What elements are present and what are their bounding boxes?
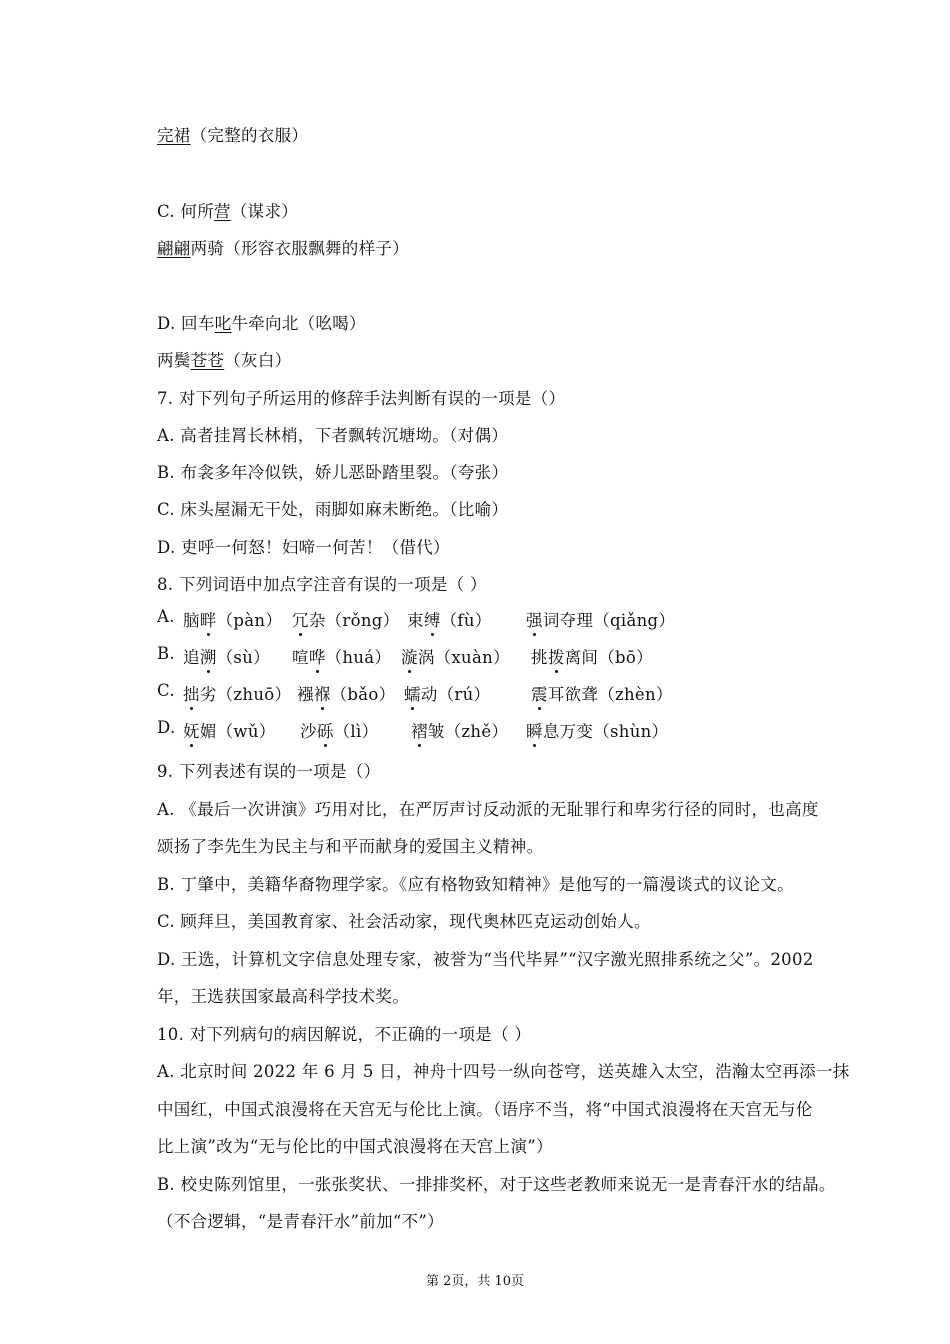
question-7-option-a: A. 高者挂罥长林梢，下者飘转沉塘坳。（对偶）: [157, 426, 509, 445]
gloss: 两骑（形容衣服飘舞的样子）: [190, 239, 410, 258]
gloss: （完整的衣服）: [190, 126, 309, 145]
question-9-option-b: B. 丁肇中，美籍华裔物理学家。《应有格物致知精神》是他写的一篇漫谈式的议论文。: [157, 875, 794, 894]
gloss: 牛牵向北（吆喝）: [231, 314, 366, 333]
underlined-word: 营: [214, 202, 231, 221]
option-prefix: C. 何所: [157, 202, 215, 221]
underlined-word: 翩翩: [157, 239, 191, 258]
dotted-char: 拨: [548, 644, 565, 668]
dotted-char: 褓: [314, 681, 331, 705]
underlined-word: 叱: [214, 314, 232, 333]
dotted-char: 冗: [292, 607, 309, 631]
word: 束缚（fù）: [407, 607, 492, 631]
question-9-stem: 9. 下列表述有误的一项是（）: [157, 762, 381, 781]
question-8-option-c: [157, 681, 673, 704]
question-8-option-d: [157, 718, 669, 741]
word: 脑畔（pàn）: [183, 607, 282, 631]
question-10-option-a-line2: 中国红，中国式浪漫将在天宫无与伦比上演。（语序不当，将“中国式浪漫将在天宫无与伦: [157, 1100, 813, 1119]
word: 冗杂（rǒng）: [292, 607, 399, 631]
word: 追溯（sù）: [183, 644, 270, 668]
underlined-word: 完裙: [157, 126, 191, 145]
dotted-char: 瞬: [526, 718, 543, 742]
question-9-option-a-line2: 颂扬了李先生为民主与和平而献身的爱国主义精神。: [157, 837, 544, 856]
word: 挑拨离间（bō）: [531, 644, 653, 668]
dotted-char: 强: [526, 607, 543, 631]
option-label: D.: [157, 718, 176, 737]
dotted-char: 溯: [200, 644, 217, 668]
question-9-option-c: C. 顾拜旦，美国教育家、社会活动家，现代奥林匹克运动创始人。: [157, 912, 651, 931]
option-c-line2: [157, 235, 409, 259]
dotted-char: 褶: [411, 718, 428, 742]
option-prefix: 两鬓: [157, 351, 191, 370]
dotted-char: 拙: [183, 681, 200, 705]
question-9-option-a-line1: A. 《最后一次讲演》巧用对比，在严厉声讨反动派的无耻罪行和卑劣行径的同时，也高度: [157, 800, 819, 819]
dotted-char: 妩: [183, 718, 200, 742]
question-7-option-b: B. 布衾多年冷似铁，娇儿恶卧踏里裂。（夸张）: [157, 463, 509, 482]
dotted-char: 漩: [401, 644, 418, 668]
dotted-char: 震: [531, 681, 548, 705]
question-7-option-d: D. 吏呼一何怒！妇啼一何苦！（借代）: [157, 538, 450, 557]
page-footer: 第 2页，共 10页: [425, 1274, 525, 1289]
gloss: （谋求）: [230, 202, 299, 221]
option-d-line1: [157, 310, 366, 334]
question-8-option-b: [157, 644, 653, 667]
word: 襁褓（bǎo）: [297, 681, 395, 705]
question-10-option-a-line1: A. 北京时间 2022 年 6 月 5 日，神舟十四号一纵向苍穹，送英雄入太空，浩瀚太空再添一抹: [157, 1062, 850, 1081]
option-label: C.: [157, 681, 175, 700]
question-9-option-d-line1: D. 王选，计算机文字信息处理专家，被誉为“当代毕昇”“汉字激光照排系统之父”。2002: [157, 950, 814, 969]
dotted-char: 蠕: [404, 681, 421, 705]
dotted-char: 哗: [309, 644, 326, 668]
word: 拙劣（zhuō）: [183, 681, 291, 705]
gloss: （灰白）: [224, 351, 292, 370]
question-8-stem: 8. 下列词语中加点字注音有误的一项是（ ）: [157, 575, 487, 594]
word: 喧哗（huá）: [292, 644, 391, 668]
option-d-line2: [157, 347, 291, 371]
word: 蠕动（rú）: [404, 681, 490, 705]
dotted-char: 砾: [317, 718, 334, 742]
word: 震耳欲聋（zhèn）: [531, 681, 673, 705]
option-c-line1: [157, 198, 298, 222]
question-8-option-a: [157, 607, 676, 630]
option-text: [157, 122, 308, 146]
word: 褶皱（zhě）: [411, 718, 508, 742]
word: 瞬息万变（shùn）: [526, 718, 668, 742]
option-label: A.: [157, 607, 175, 626]
question-7-stem: 7. 对下列句子所运用的修辞手法判断有误的一项是（）: [157, 389, 566, 408]
word: 沙砾（lì）: [300, 718, 378, 742]
word: 妩媚（wǔ）: [183, 718, 276, 742]
underlined-word: 苍苍: [190, 351, 225, 370]
question-10-option-a-line3: 比上演”改为“无与伦比的中国式浪漫将在天宫上演”）: [157, 1137, 553, 1156]
option-prefix: D. 回车: [157, 314, 215, 333]
word: 漩涡（xuàn）: [401, 644, 510, 668]
question-10-option-b-line2: （不合逻辑，“是青春汗水”前加“不”）: [157, 1212, 444, 1231]
option-label: B.: [157, 644, 175, 663]
question-7-option-c: C. 床头屋漏无干处，雨脚如麻未断绝。（比喻）: [157, 500, 509, 519]
dotted-char: 缚: [424, 607, 441, 631]
dotted-char: 畔: [200, 607, 217, 631]
question-9-option-d-line2: 年，王选获国家最高科学技术奖。: [157, 987, 409, 1006]
question-10-option-b-line1: B. 校史陈列馆里，一张张奖状、一排排奖杯，对于这些老教师来说无一是青春汗水的结晶。: [157, 1175, 836, 1194]
word: 强词夺理（qiǎng）: [526, 607, 675, 631]
question-10-stem: 10. 对下列病句的病因解说，不正确的一项是（ ）: [157, 1025, 532, 1044]
